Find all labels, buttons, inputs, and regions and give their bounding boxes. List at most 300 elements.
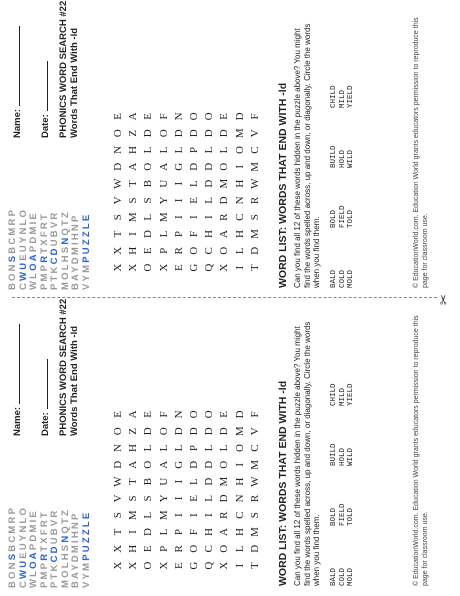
grid-letter: P (157, 247, 170, 254)
logo-letter: C (7, 533, 18, 543)
grid-letter: Q (203, 263, 216, 272)
logo-letter: M (80, 262, 92, 273)
grid-row (142, 108, 157, 276)
grid-letter: P (187, 444, 200, 452)
grid-row (112, 406, 127, 574)
grid-letter: O (187, 246, 200, 255)
grid-letter: P (157, 545, 170, 552)
logo-letter: M (59, 577, 71, 588)
grid-row (158, 108, 173, 276)
copyright-notice: © EducationWorld.com. Education World grants educators permission to reproduce this page for classroom use. (413, 17, 429, 288)
grid-letter: L (203, 197, 216, 204)
logo-letter: L (80, 519, 92, 528)
grid-letter: O (233, 146, 246, 154)
logo-letter: U (80, 543, 92, 553)
logo-letter: M (70, 245, 81, 256)
logo-letter: B (49, 228, 60, 238)
grid-letter: O (203, 112, 216, 121)
grid-letter: O (187, 112, 200, 121)
grid-letter: U (157, 179, 170, 188)
grid-letter: D (233, 112, 246, 121)
grid-letter: O (218, 246, 231, 255)
grid-letter: O (142, 162, 155, 171)
grid-letter: R (218, 213, 231, 221)
word-list-item: BOLD (330, 209, 338, 228)
grid-letter: G (187, 263, 200, 272)
grid-letter: T (127, 180, 140, 187)
grid-letter: A (157, 162, 170, 171)
grid-letter: W (112, 476, 124, 487)
grid-row (249, 108, 264, 276)
grid-letter: D (233, 410, 246, 419)
grid-row (249, 406, 264, 574)
grid-letter: H (203, 528, 216, 536)
logo-letter: V (49, 219, 60, 229)
word-list-item: MOLD (347, 567, 355, 586)
grid-letter: O (142, 263, 155, 272)
logo-letter: M (80, 560, 92, 571)
logo-letter: S (7, 253, 18, 263)
grid-letter: L (157, 528, 170, 536)
logo-letter: W (28, 576, 39, 588)
logo-letter: M (7, 523, 18, 534)
logo-letter: L (59, 262, 71, 271)
logo-letter: R (49, 210, 60, 220)
word-column-1 (330, 270, 356, 288)
word-list-title: WORD LIST: WORDS THAT END WITH -ld (277, 380, 289, 586)
grid-letter: I (233, 164, 246, 169)
logo-letter: A (28, 550, 39, 560)
grid-letter: E (172, 562, 185, 569)
grid-letter: E (187, 197, 200, 204)
grid-letter: L (142, 213, 155, 221)
logo-letter: D (28, 234, 39, 244)
copyright-notice: © EducationWorld.com. Education World grants educators permission to reproduce this page for classroom use. (413, 315, 429, 586)
grid-letter: I (172, 181, 185, 186)
grid-letter: I (233, 462, 246, 467)
grid-letter: Y (157, 494, 170, 503)
logo-letter: P (49, 579, 60, 588)
grid-letter: D (248, 246, 261, 255)
grid-letter: C (248, 444, 261, 452)
grid-letter: I (127, 530, 140, 534)
grid-letter: L (233, 545, 246, 553)
grid-letter: M (248, 229, 261, 239)
logo-letter: Z (80, 527, 92, 536)
logo-letter: B (7, 244, 18, 254)
grid-letter: O (218, 544, 231, 553)
grid-letter: O (218, 162, 231, 171)
logo-letter: Z (80, 535, 92, 544)
grid-letter: E (112, 113, 124, 120)
grid-letter: X (112, 544, 124, 553)
grid-letter: G (172, 162, 185, 171)
logo-letter: W (17, 269, 29, 281)
puzzle-title: PHONICS WORD SEARCH #22 (58, 0, 69, 138)
grid-letter: X (157, 561, 170, 570)
worksheet-copy-1 (0, 298, 460, 596)
grid-letter: A (157, 460, 170, 469)
name-field: Name: (12, 26, 23, 138)
logo-letter: D (28, 532, 39, 542)
logo-letter: P (38, 262, 50, 272)
grid-letter: D (248, 544, 261, 553)
grid-letter: D (218, 196, 231, 205)
name-field: Name: (12, 324, 23, 436)
logo-letter: H (70, 529, 81, 539)
instructions: Can you find all 12 of these words hidden in the puzzle above? You might find the words spelled across, up and down, or diagonally. Circle the words when you find them. (293, 321, 321, 586)
grid-letter: L (233, 247, 246, 255)
grid-letter: I (172, 496, 185, 501)
word-list-item: MILD (338, 387, 347, 406)
logo-letter: R (38, 551, 50, 561)
grid-letter: D (172, 129, 185, 138)
logo-letter: C (49, 255, 60, 265)
logo-letter: Y (80, 272, 92, 282)
grid-letter: W (112, 178, 124, 189)
grid-row (203, 108, 218, 276)
grid-letter: Z (127, 427, 140, 435)
logo-row (82, 506, 93, 588)
logo-letter: X (38, 535, 50, 544)
logo-letter: C (17, 578, 29, 588)
grid-letter: C (203, 247, 216, 255)
grid-letter: M (218, 476, 231, 487)
logo-letter: I (70, 240, 81, 245)
grid-letter: A (127, 162, 140, 171)
grid-letter: O (112, 129, 124, 138)
logo-letter: U (17, 541, 29, 551)
logo-letter: M (28, 522, 39, 533)
grid-row (203, 406, 218, 574)
grid-letter: I (172, 513, 185, 518)
logo-letter: M (7, 225, 18, 236)
logo-letter: E (28, 509, 39, 518)
logo-letter: A (70, 272, 81, 281)
grid-letter: C (248, 146, 261, 154)
grid-letter: O (112, 427, 124, 436)
grid-letter: U (157, 477, 170, 486)
logo-letter: N (70, 222, 81, 232)
word-column-2 (330, 503, 356, 526)
grid-letter: R (218, 511, 231, 519)
grid-letter: L (187, 478, 200, 485)
word-list-item: FIELD (338, 503, 347, 526)
logo-letter: W (28, 278, 39, 290)
word-list-item: BALD (330, 269, 338, 288)
grid-letter: B (142, 477, 155, 486)
grid-letter: S (112, 214, 124, 221)
word-list-item: YIELD (347, 383, 355, 406)
logo-letter: A (28, 252, 39, 262)
word-list-item: HOLD (338, 149, 347, 168)
logo-letter: D (70, 255, 81, 265)
grid-letter: I (203, 215, 216, 220)
grid-letter: M (127, 510, 140, 521)
grid-letter: D (187, 460, 200, 469)
grid-letter: I (172, 215, 185, 220)
grid-letter: O (142, 460, 155, 469)
grid-letter: L (142, 444, 155, 452)
logo-letter: O (7, 271, 18, 281)
grid-letter: M (127, 212, 140, 223)
logo-letter: L (80, 221, 92, 230)
logo-letter: P (28, 243, 39, 253)
logo-letter: I (28, 517, 39, 523)
grid-letter: E (142, 247, 155, 255)
word-column-1 (330, 568, 356, 586)
logo-letter: H (59, 253, 71, 263)
grid-letter: F (248, 113, 261, 120)
logo-letter: O (17, 207, 29, 218)
word-column-3 (330, 443, 356, 466)
logo-letter: Y (70, 562, 81, 571)
grid-letter: D (218, 427, 231, 436)
word-list-item: BOLD (330, 507, 338, 526)
grid-letter: I (187, 513, 200, 518)
puzzle-subtitle: Words That End With -ld (69, 27, 80, 138)
grid-letter: S (127, 197, 140, 204)
word-list-item: TOLD (347, 507, 355, 526)
grid-letter: L (218, 444, 231, 452)
logo-letter: T (49, 273, 60, 282)
grid-letter: I (203, 513, 216, 518)
logo-letter: T (49, 571, 60, 580)
logo-letter: P (49, 281, 60, 290)
puzzle-logo (8, 208, 92, 290)
grid-letter: D (142, 427, 155, 436)
word-list-item: MOLD (347, 269, 355, 288)
logo-letter: P (38, 579, 50, 588)
logo-letter: U (17, 243, 29, 253)
grid-letter: W (248, 476, 261, 487)
grid-letter: O (157, 129, 170, 138)
grid-letter: I (233, 563, 246, 568)
logo-letter: V (49, 517, 60, 527)
grid-letter: E (218, 113, 231, 120)
grid-row (188, 406, 203, 574)
word-list-item: FIELD (338, 205, 347, 228)
logo-letter: O (28, 559, 39, 569)
logo-letter: R (38, 518, 50, 528)
word-search-grid (112, 406, 264, 574)
logo-letter: I (28, 219, 39, 225)
grid-letter: E (218, 411, 231, 418)
logo-letter: O (17, 505, 29, 516)
logo-letter: V (80, 281, 92, 290)
grid-letter: M (157, 212, 170, 223)
logo-letter: O (59, 270, 71, 280)
grid-letter: X (157, 263, 170, 272)
grid-letter: E (112, 411, 124, 418)
grid-letter: M (157, 510, 170, 521)
grid-letter: A (218, 230, 231, 238)
grid-letter: O (203, 410, 216, 419)
word-list-item: CHILD (330, 383, 338, 406)
date-field: Date: (40, 359, 51, 436)
logo-letter: S (59, 542, 71, 552)
grid-letter: E (142, 545, 155, 553)
grid-letter: M (233, 128, 246, 139)
logo-letter: N (7, 560, 18, 570)
logo-letter: M (28, 224, 39, 235)
grid-letter: H (127, 444, 140, 452)
word-list-item: HOLD (338, 447, 347, 466)
grid-row (234, 108, 249, 276)
word-list-item: COLD (338, 567, 347, 586)
grid-letter: D (142, 230, 155, 238)
grid-letter: N (112, 444, 124, 452)
grid-letter: I (127, 232, 140, 236)
grid-letter: X (112, 246, 124, 255)
logo-letter: R (7, 216, 18, 226)
grid-letter: H (203, 230, 216, 238)
logo-letter: Y (80, 570, 92, 580)
grid-letter: D (142, 528, 155, 536)
grid-letter: D (203, 179, 216, 188)
logo-letter: P (38, 560, 50, 570)
logo-letter: E (80, 212, 92, 222)
grid-letter: P (172, 528, 185, 536)
grid-letter: L (157, 230, 170, 238)
grid-letter: E (142, 113, 155, 120)
logo-letter: B (70, 578, 81, 588)
logo-letter: A (70, 570, 81, 579)
logo-letter: B (49, 526, 60, 536)
word-list-item: YIELD (347, 85, 355, 108)
puzzle-title: PHONICS WORD SEARCH #22 (58, 298, 69, 436)
grid-letter: F (187, 230, 200, 238)
logo-letter: T (38, 543, 50, 552)
grid-letter: L (142, 146, 155, 154)
grid-letter: A (127, 410, 140, 419)
grid-letter: D (187, 129, 200, 138)
grid-letter: X (127, 561, 140, 570)
word-list-title: WORD LIST: WORDS THAT END WITH -ld (277, 82, 289, 288)
grid-letter: L (203, 444, 216, 452)
logo-letter: N (70, 520, 81, 530)
word-search-grid (112, 108, 264, 276)
grid-letter: E (187, 495, 200, 502)
logo-letter: Z (80, 229, 92, 238)
logo-letter: B (70, 280, 81, 290)
grid-letter: E (172, 264, 185, 271)
grid-letter: D (203, 460, 216, 469)
grid-letter: V (112, 494, 124, 503)
word-list-item: BALD (330, 567, 338, 586)
grid-row (218, 108, 233, 276)
grid-letter: M (218, 178, 231, 189)
logo-letter: Q (59, 524, 71, 534)
logo-letter: D (70, 553, 81, 563)
logo-letter: E (17, 550, 29, 559)
logo-letter: D (49, 544, 60, 554)
logo-letter: Y (70, 264, 81, 273)
grid-letter: F (248, 411, 261, 418)
logo-letter: Q (59, 226, 71, 236)
logo-letter: C (17, 280, 29, 290)
grid-letter: X (112, 263, 124, 272)
grid-letter: X (112, 561, 124, 570)
grid-row (127, 406, 142, 574)
grid-letter: X (218, 561, 231, 570)
logo-letter: U (49, 237, 60, 247)
grid-row (234, 406, 249, 574)
logo-letter: F (38, 527, 50, 536)
grid-row (142, 406, 157, 574)
logo-letter: P (28, 541, 39, 551)
grid-letter: P (187, 146, 200, 154)
logo-letter: Y (17, 234, 29, 244)
word-list-item: MILD (338, 89, 347, 108)
grid-letter: L (172, 444, 185, 452)
logo-letter: C (7, 235, 18, 245)
logo-letter: P (70, 213, 81, 223)
word-list-item: COLD (338, 269, 347, 288)
grid-letter: S (142, 197, 155, 204)
logo-letter: H (70, 231, 81, 241)
word-list-item: CHILD (330, 85, 338, 108)
grid-letter: H (233, 477, 246, 486)
logo-letter: E (80, 510, 92, 520)
logo-letter: S (7, 551, 18, 561)
logo-letter: M (59, 279, 71, 290)
grid-letter: L (142, 511, 155, 519)
logo-letter: O (28, 261, 39, 271)
grid-letter: N (172, 410, 185, 419)
logo-letter: K (49, 562, 60, 572)
grid-letter: D (203, 477, 216, 486)
logo-letter: U (80, 245, 92, 255)
logo-letter: P (7, 207, 18, 217)
logo-letter: E (28, 211, 39, 220)
grid-letter: O (218, 460, 231, 469)
logo-letter: K (49, 264, 60, 274)
grid-letter: B (142, 179, 155, 188)
grid-letter: X (218, 263, 231, 272)
word-column-2 (330, 205, 356, 228)
grid-letter: R (172, 247, 185, 255)
grid-letter: C (203, 545, 216, 553)
logo-letter: M (38, 569, 50, 580)
word-list-item: BUILD (330, 443, 338, 466)
grid-letter: Z (127, 129, 140, 137)
logo-letter: N (59, 533, 71, 543)
logo-letter: N (17, 523, 29, 533)
logo-letter: Z (59, 209, 71, 218)
logo-letter: P (80, 254, 92, 263)
grid-letter: O (157, 427, 170, 436)
grid-row (218, 406, 233, 574)
logo-letter: E (17, 252, 29, 261)
cut-line (12, 297, 437, 298)
logo-letter: S (59, 244, 71, 254)
logo-letter: W (17, 567, 29, 579)
grid-row (112, 108, 127, 276)
logo-letter: P (70, 511, 81, 521)
grid-row (158, 406, 173, 574)
grid-letter: R (248, 196, 261, 205)
grid-letter: R (172, 545, 185, 553)
grid-letter: X (127, 263, 140, 272)
grid-letter: H (127, 246, 140, 255)
grid-letter: R (248, 494, 261, 503)
word-list-item: TOLD (347, 209, 355, 228)
instructions: Can you find all 12 of these words hidden in the puzzle above? You might find the words spelled across, up and down, or diagonally. Circle the words when you find them. (293, 23, 321, 288)
grid-letter: A (127, 112, 140, 121)
grid-letter: D (187, 427, 200, 436)
grid-letter: N (233, 196, 246, 205)
